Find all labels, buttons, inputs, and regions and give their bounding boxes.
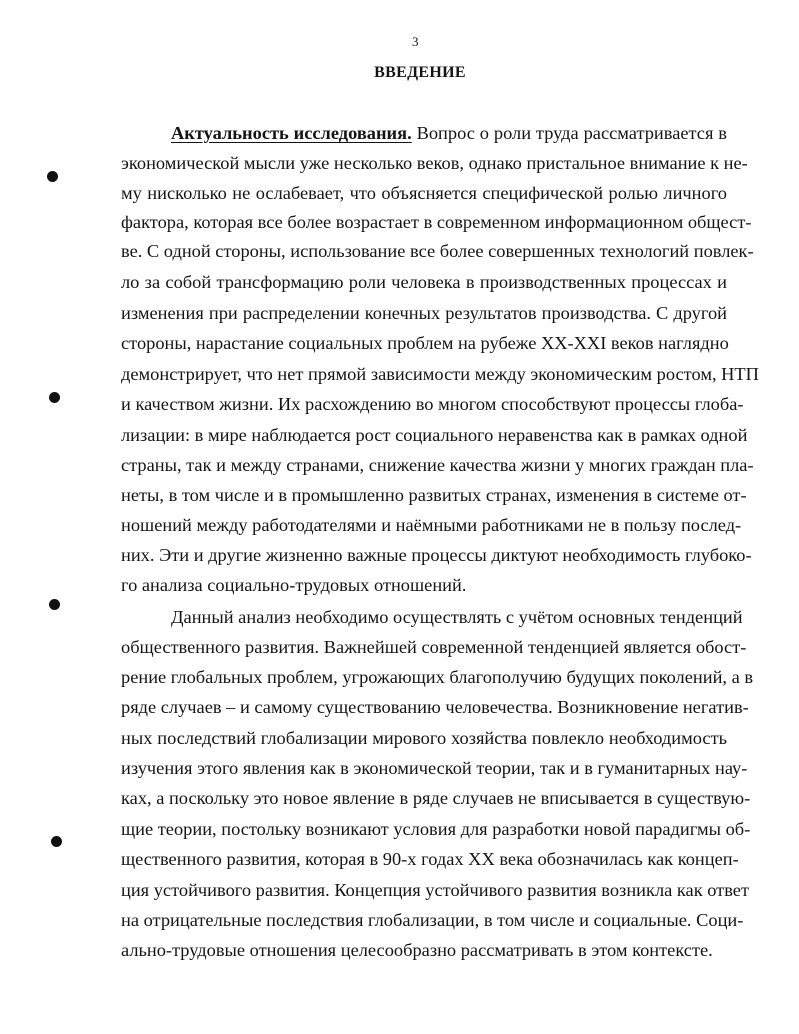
paragraph-1-line: ве. С одной стороны, использование все более совершенных технологий повлек- [121, 241, 754, 261]
paragraph-2-line: щие теории, постольку возникают условия для разработки новой парадигмы об- [121, 819, 751, 839]
paragraph-2-line: ально-трудовые отношения целесообразно рассматривать в этом контексте. [121, 940, 713, 960]
paragraph-1-line: лизации: в мире наблюдается рост социального неравенства как в рамках одной [121, 425, 748, 445]
binder-hole [47, 171, 58, 182]
paragraph-1-line: демонстрирует, что нет прямой зависимости между экономическим ростом, НТП [121, 364, 759, 384]
paragraph-1-line: ло за собой трансформацию роли человека в производственных процессах и [121, 272, 727, 292]
paragraph-1-line: стороны, нарастание социальных проблем на рубеже XX-XXI веков наглядно [121, 333, 729, 353]
paragraph-2-line: щественного развития, которая в 90-х годах XX века обозначилась как концеп- [121, 849, 739, 869]
binder-hole [49, 392, 60, 403]
paragraph-1-line: экономической мысли уже несколько веков, однако пристальное внимание к не- [121, 153, 748, 173]
paragraph-1-line: ношений между работодателями и наёмными работниками не в пользу послед- [121, 515, 742, 535]
binder-hole [49, 599, 60, 610]
paragraph-2-line: ряде случаев – и самому существованию человечества. Возникновение негатив- [121, 697, 749, 717]
paragraph-2-line: ных последствий глобализации мирового хозяйства повлекло необходимость [121, 728, 727, 748]
paragraph-1-line: фактора, которая все более возрастает в современном информационном общест- [121, 212, 752, 232]
paragraph-2-line: ках, а поскольку это новое явление в ряде случаев не вписывается в существую- [121, 788, 751, 808]
paragraph-1-line: го анализа социально-трудовых отношений. [121, 575, 467, 595]
paragraph-2-line: общественного развития. Важнейшей современной тенденцией является обост- [121, 637, 747, 657]
paragraph-1-line: неты, в том числе и в промышленно развитых странах, изменения в системе от- [121, 485, 747, 505]
paragraph-2-line: Данный анализ необходимо осуществлять с учётом основных тенденций [171, 607, 743, 627]
section-heading: ВВЕДЕНИЕ [374, 64, 466, 81]
binder-hole [51, 836, 62, 847]
paragraph-2-line: ция устойчивого развития. Концепция устойчивого развития возникла как ответ [121, 880, 749, 900]
paragraph-2-line: изучения этого явления как в экономической теории, так и в гуманитарных нау- [121, 758, 748, 778]
paragraph-2-line: на отрицательные последствия глобализации, в том числе и социальные. Соци- [121, 910, 744, 930]
paragraph-1-line: изменения при распределении конечных результатов производства. С другой [121, 303, 727, 323]
relevance-lead-in: Актуальность исследования. [171, 123, 412, 143]
paragraph-1-line: и качеством жизни. Их расхождению во многом способствуют процессы глоба- [121, 394, 744, 414]
paragraph-2-line: рение глобальных проблем, угрожающих благополучию будущих поколений, а в [121, 667, 754, 687]
paragraph-1-line: них. Эти и другие жизненно важные процессы диктуют необходимость глубоко- [121, 545, 752, 565]
paragraph-1-line: страны, так и между странами, снижение качества жизни у многих граждан пла- [121, 455, 754, 475]
page-number: 3 [412, 34, 419, 49]
paragraph-1-line: Актуальность исследования. Вопрос о роли труда рассматривается в [171, 123, 727, 143]
paragraph-1-line: му нисколько не ослабевает, что объясняется специфической ролью личного [121, 183, 727, 203]
